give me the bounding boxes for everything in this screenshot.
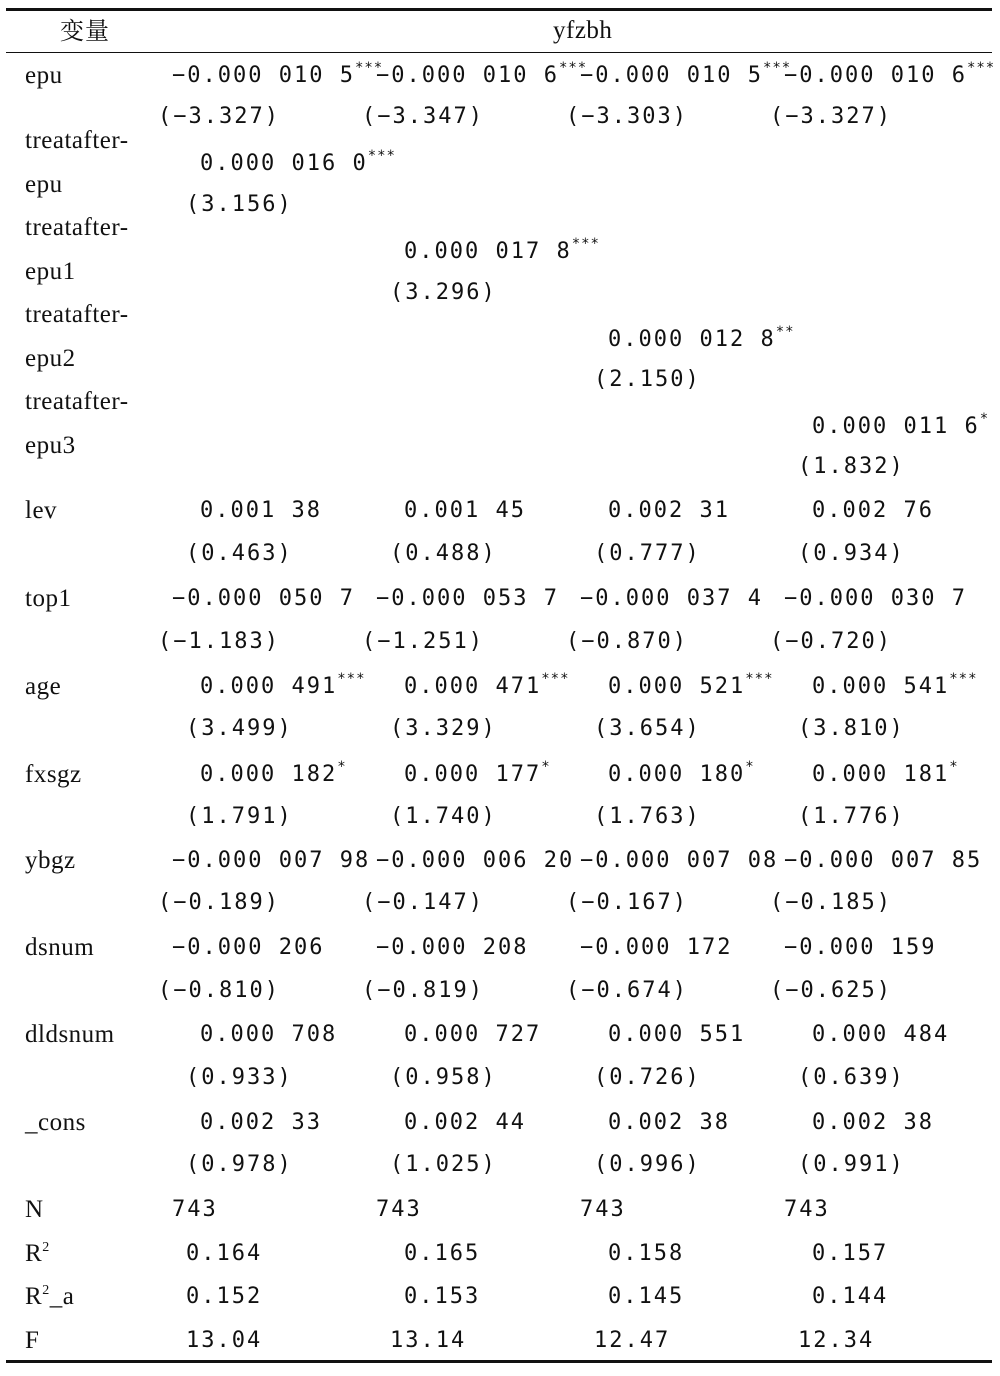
t-statistic: (0.978) <box>186 1152 293 1177</box>
header-variable-label: 变量 <box>60 17 110 45</box>
variable-name: top1 <box>25 585 72 612</box>
coefficient-value: 0.000 181 <box>812 762 950 787</box>
t-statistic: (0.639) <box>798 1065 905 1090</box>
coefficient-cell <box>376 585 559 613</box>
significance-stars: *** <box>571 236 600 252</box>
statistic-label-text: F <box>25 1327 40 1354</box>
variable-name: epu <box>25 171 63 198</box>
coefficient-value: −0.000 010 6 <box>376 63 559 88</box>
t-statistic: (0.463) <box>186 541 293 566</box>
coefficient-cell <box>812 761 959 791</box>
significance-stars: *** <box>367 148 396 164</box>
t-statistic: (−0.167) <box>566 890 688 915</box>
t-statistic: (1.776) <box>798 804 905 829</box>
significance-stars: *** <box>354 60 384 76</box>
coefficient-cell <box>812 673 978 703</box>
coefficient-value: 0.000 017 8 <box>404 239 572 264</box>
t-statistic: (−0.720) <box>770 629 892 654</box>
t-statistic: (0.726) <box>594 1065 701 1090</box>
coefficient-cell <box>812 1021 949 1049</box>
variable-name: treatafter- <box>25 214 129 241</box>
t-statistic: (3.654) <box>594 716 701 741</box>
coefficient-value: −0.000 007 08 <box>580 848 779 873</box>
coefficient-value: 0.002 38 <box>608 1110 730 1135</box>
coefficient-cell <box>608 1021 745 1049</box>
coefficient-cell <box>812 1109 934 1137</box>
statistic-value: 0.164 <box>186 1241 263 1266</box>
coefficient-value: 0.002 44 <box>404 1110 526 1135</box>
variable-name: epu1 <box>25 258 76 285</box>
coefficient-cell <box>200 761 347 791</box>
t-statistic: (0.488) <box>390 541 497 566</box>
coefficient-cell <box>812 413 989 443</box>
coefficient-value: −0.000 172 <box>580 935 733 960</box>
coefficient-cell <box>200 673 366 703</box>
significance-stars: ** <box>775 324 795 340</box>
t-statistic: (−0.870) <box>566 629 688 654</box>
coefficient-cell <box>404 1021 541 1049</box>
coefficient-cell <box>200 497 322 525</box>
statistic-value: 12.34 <box>798 1328 875 1353</box>
t-statistic: (3.296) <box>390 280 497 305</box>
coefficient-value: 0.000 011 6 <box>812 414 980 439</box>
coefficient-value: 0.000 180 <box>608 762 746 787</box>
coefficient-value: 0.000 182 <box>200 762 338 787</box>
t-statistic: (0.777) <box>594 541 701 566</box>
t-statistic: (−1.183) <box>158 629 280 654</box>
coefficient-value: −0.000 030 7 <box>784 586 967 611</box>
coefficient-cell <box>172 62 383 92</box>
statistic-value: 743 <box>580 1197 626 1222</box>
t-statistic: (−1.251) <box>362 629 484 654</box>
t-statistic: (3.810) <box>798 716 905 741</box>
t-statistic: (3.499) <box>186 716 293 741</box>
coefficient-value: 0.000 484 <box>812 1022 950 1047</box>
significance-stars: *** <box>541 671 570 687</box>
coefficient-value: 0.001 45 <box>404 498 526 523</box>
coefficient-cell <box>608 1109 730 1137</box>
significance-stars: *** <box>966 60 996 76</box>
coefficient-cell <box>404 238 600 268</box>
statistic-label-superscript: 2 <box>42 1283 50 1298</box>
significance-stars: * <box>541 759 551 775</box>
statistic-value: 0.153 <box>404 1284 481 1309</box>
coefficient-cell <box>376 934 528 962</box>
variable-name: age <box>25 673 62 700</box>
coefficient-cell <box>404 673 570 703</box>
t-statistic: (1.763) <box>594 804 701 829</box>
coefficient-value: 0.002 31 <box>608 498 730 523</box>
coefficient-value: 0.000 727 <box>404 1022 542 1047</box>
coefficient-value: −0.000 050 7 <box>172 586 355 611</box>
coefficient-value: −0.000 159 <box>784 935 937 960</box>
significance-stars: * <box>745 759 755 775</box>
coefficient-value: 0.002 33 <box>200 1110 322 1135</box>
t-statistic: (0.958) <box>390 1065 497 1090</box>
statistic-value: 0.165 <box>404 1241 481 1266</box>
coefficient-value: −0.000 007 85 <box>784 848 983 873</box>
variable-name: epu3 <box>25 432 76 459</box>
t-statistic: (3.329) <box>390 716 497 741</box>
variable-name: treatafter- <box>25 127 129 154</box>
coefficient-value: −0.000 010 6 <box>784 63 967 88</box>
variable-name: epu <box>25 62 63 89</box>
coefficient-cell <box>784 585 967 613</box>
significance-stars: *** <box>745 671 774 687</box>
statistic-value: 743 <box>784 1197 830 1222</box>
statistic-value: 0.152 <box>186 1284 263 1309</box>
coefficient-value: 0.000 551 <box>608 1022 746 1047</box>
statistic-value: 0.158 <box>608 1241 685 1266</box>
t-statistic: (−0.810) <box>158 978 280 1003</box>
variable-name: treatafter- <box>25 388 129 415</box>
coefficient-cell <box>580 934 732 962</box>
coefficient-value: 0.000 471 <box>404 674 542 699</box>
coefficient-cell <box>784 847 982 875</box>
variable-name: dsnum <box>25 934 95 961</box>
bottom-rule <box>6 1360 992 1363</box>
coefficient-value: −0.000 206 <box>172 935 325 960</box>
coefficient-value: 0.000 016 0 <box>200 151 368 176</box>
variable-name: epu2 <box>25 345 76 372</box>
coefficient-cell <box>580 585 763 613</box>
t-statistic: (−0.189) <box>158 890 280 915</box>
variable-name: _cons <box>25 1109 86 1136</box>
coefficient-cell <box>784 62 995 92</box>
significance-stars: *** <box>558 60 588 76</box>
coefficient-value: −0.000 007 98 <box>172 848 371 873</box>
t-statistic: (2.150) <box>594 367 701 392</box>
t-statistic: (−0.147) <box>362 890 484 915</box>
coefficient-value: −0.000 053 7 <box>376 586 559 611</box>
statistic-value: 0.157 <box>812 1241 889 1266</box>
coefficient-value: 0.000 177 <box>404 762 542 787</box>
coefficient-value: 0.000 521 <box>608 674 746 699</box>
coefficient-cell <box>608 326 795 356</box>
coefficient-cell <box>172 585 355 613</box>
t-statistic: (0.934) <box>798 541 905 566</box>
significance-stars: * <box>979 411 990 427</box>
coefficient-cell <box>580 847 778 875</box>
significance-stars: *** <box>337 671 366 687</box>
statistic-label <box>25 1327 39 1355</box>
coefficient-cell <box>404 497 526 525</box>
coefficient-cell <box>580 62 791 92</box>
coefficient-value: −0.000 006 20 <box>376 848 575 873</box>
coefficient-cell <box>784 934 936 962</box>
coefficient-value: 0.001 38 <box>200 498 322 523</box>
t-statistic: (1.832) <box>798 454 905 479</box>
statistic-value: 13.14 <box>390 1328 467 1353</box>
coefficient-cell <box>608 673 774 703</box>
statistic-label-superscript: 2 <box>42 1240 50 1255</box>
statistic-value: 12.47 <box>594 1328 671 1353</box>
t-statistic: (1.791) <box>186 804 293 829</box>
statistic-label-suffix: _a <box>49 1283 75 1310</box>
coefficient-cell <box>376 847 574 875</box>
significance-stars: *** <box>949 671 978 687</box>
coefficient-cell <box>812 497 934 525</box>
significance-stars: *** <box>762 60 792 76</box>
t-statistic: (−0.185) <box>770 890 892 915</box>
coefficient-value: 0.002 76 <box>812 498 934 523</box>
coefficient-value: −0.000 010 5 <box>580 63 763 88</box>
coefficient-value: 0.002 38 <box>812 1110 934 1135</box>
statistic-label-text: N <box>25 1196 44 1223</box>
header-dependent-variable: yfzbh <box>553 17 613 44</box>
variable-name: fxsgz <box>25 761 82 788</box>
coefficient-value: 0.000 012 8 <box>608 327 776 352</box>
coefficient-value: −0.000 208 <box>376 935 529 960</box>
coefficient-cell <box>404 1109 526 1137</box>
top-rule <box>6 8 992 11</box>
statistic-value: 13.04 <box>186 1328 263 1353</box>
coefficient-value: 0.000 708 <box>200 1022 338 1047</box>
coefficient-value: −0.000 010 5 <box>172 63 355 88</box>
significance-stars: * <box>949 759 959 775</box>
t-statistic: (1.740) <box>390 804 497 829</box>
statistic-value: 0.144 <box>812 1284 889 1309</box>
coefficient-value: 0.000 541 <box>812 674 950 699</box>
coefficient-cell <box>200 150 396 180</box>
significance-stars: * <box>337 759 347 775</box>
t-statistic: (−3.327) <box>158 104 280 129</box>
statistic-value: 743 <box>172 1197 218 1222</box>
t-statistic: (1.025) <box>390 1152 497 1177</box>
coefficient-cell <box>608 497 730 525</box>
statistic-label-text: R <box>25 1283 43 1310</box>
t-statistic: (0.996) <box>594 1152 701 1177</box>
variable-name: lev <box>25 497 58 524</box>
t-statistic: (−0.674) <box>566 978 688 1003</box>
statistic-label-text: R <box>25 1240 43 1267</box>
t-statistic: (0.933) <box>186 1065 293 1090</box>
statistic-value: 743 <box>376 1197 422 1222</box>
statistic-label <box>25 1240 50 1272</box>
t-statistic: (−3.327) <box>770 104 892 129</box>
coefficient-cell <box>172 934 324 962</box>
t-statistic: (−0.819) <box>362 978 484 1003</box>
coefficient-cell <box>200 1109 322 1137</box>
variable-name: ybgz <box>25 847 76 874</box>
statistic-value: 0.145 <box>608 1284 685 1309</box>
coefficient-cell <box>200 1021 337 1049</box>
t-statistic: (−3.347) <box>362 104 484 129</box>
statistic-label <box>25 1283 74 1315</box>
t-statistic: (0.991) <box>798 1152 905 1177</box>
variable-name: dldsnum <box>25 1021 115 1048</box>
t-statistic: (3.156) <box>186 192 293 217</box>
coefficient-value: −0.000 037 4 <box>580 586 763 611</box>
variable-name: treatafter- <box>25 301 129 328</box>
t-statistic: (−3.303) <box>566 104 688 129</box>
coefficient-cell <box>608 761 755 791</box>
t-statistic: (−0.625) <box>770 978 892 1003</box>
coefficient-cell <box>404 761 551 791</box>
coefficient-cell <box>376 62 587 92</box>
statistic-label <box>25 1196 44 1224</box>
coefficient-cell <box>172 847 370 875</box>
coefficient-value: 0.000 491 <box>200 674 338 699</box>
header-rule <box>6 52 992 53</box>
